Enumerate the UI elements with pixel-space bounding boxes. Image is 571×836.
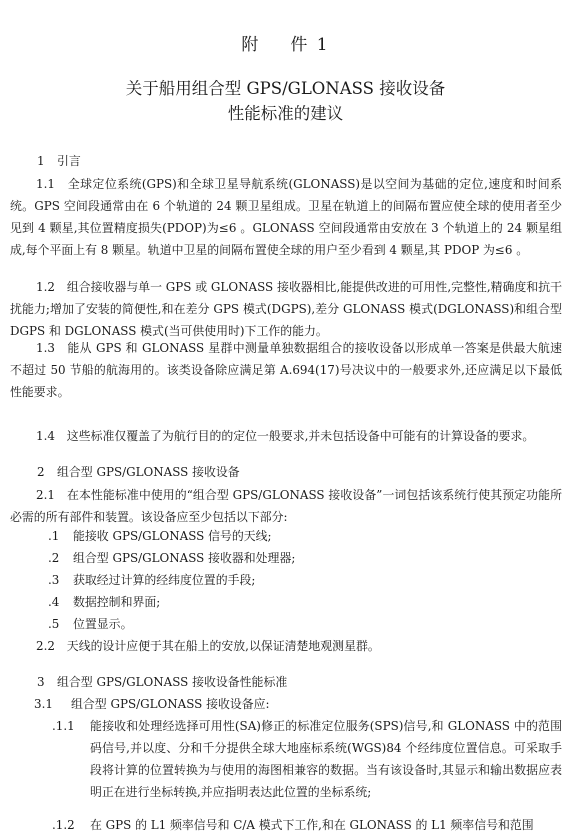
list-item — [48, 547, 295, 569]
section-1-heading — [37, 150, 81, 172]
section-3-heading — [37, 671, 287, 693]
list-item-text: 位置显示。 — [73, 617, 133, 631]
paragraph-2-1: 2.1 在本性能标准中使用的“组合型 GPS/GLONASS 接收设备”一词包括该系统行使其预定功能所必需的所有部件和装置。该设备应至少包括以下部分: — [10, 488, 562, 524]
list-item-number: .3 — [48, 573, 60, 587]
annex-heading — [0, 30, 571, 55]
list-item-text: 获取经过计算的经纬度位置的手段; — [73, 573, 256, 587]
list-item — [48, 569, 255, 591]
list-item-text: 能接收 GPS/GLONASS 信号的天线; — [73, 529, 272, 543]
document-title-line-2: 性能标准的建议 — [227, 104, 344, 123]
list-item-number: .1.1 — [52, 719, 75, 733]
list-item-text: 组合型 GPS/GLONASS 接收器和处理器; — [73, 551, 296, 565]
section-number: 3 — [37, 675, 45, 689]
section-number: 1 — [37, 154, 45, 168]
list-item-text: 数据控制和界面; — [73, 595, 161, 609]
annex-number: 件 1 — [290, 35, 330, 55]
section-title: 组合型 GPS/GLONASS 接收设备 — [57, 465, 240, 479]
list-item — [48, 525, 272, 547]
subsection-number: 3.1 — [34, 697, 53, 711]
list-item-text: 在 GPS 的 L1 频率信号和 C/A 模式下工作,和在 GLONASS 的 L1 频率信号和范围 — [90, 818, 534, 832]
subsection-text: 组合型 GPS/GLONASS 接收设备应: — [71, 697, 270, 711]
list-item-number: .1 — [48, 529, 60, 543]
list-item-text: 能接收和处理经选择可用性(SA)修正的标准定位服务(SPS)信号,和 GLONASS 中的范围码信号,并以度、分和千分提供全球大地座标系统(WGS)84 个经纬度位置信息。可采取手段将计算的位置转换为与使用的海图相兼容的数据。当有该设备时,其显示和输出数据应表明正在进行坐标转换,并应指明表达此位置的坐标系统; — [90, 719, 562, 799]
paragraph-1-2: 1.2 组合接收器与单一 GPS 或 GLONASS 接收器相比,能提供改进的可用性,完整性,精确度和抗干扰能力;增加了安装的简便性,和在差分 GPS 模式(DGPS),差分 GLONASS 模式(DGLONASS)和组合型 DGPS 和 DGLONASS 模式(当可供使用时)下工作的能力。 — [10, 280, 562, 338]
section-title: 引言 — [57, 154, 81, 168]
list-item — [48, 591, 160, 613]
list-item-number: .2 — [48, 551, 60, 565]
document-title-line-1: 关于船用组合型 GPS/GLONASS 接收设备 — [125, 79, 446, 98]
list-item — [52, 715, 562, 803]
section-title: 组合型 GPS/GLONASS 接收设备性能标准 — [57, 675, 288, 689]
list-item — [48, 613, 132, 635]
list-item-number: .5 — [48, 617, 60, 631]
section-2-heading — [37, 461, 240, 483]
annex-label: 附 — [241, 35, 261, 55]
section-number: 2 — [37, 465, 45, 479]
paragraph-1-4: 1.4 这些标准仅覆盖了为航行目的的定位一般要求,并未包括设备中可能有的计算设备的要求。 — [36, 429, 535, 443]
paragraph-1-3: 1.3 能从 GPS 和 GLONASS 星群中测量单独数据组合的接收设备以形成单一答案是供最大航速不超过 50 节船的航海用的。该类设备除应满足第 A.694(17)号决议中的一般要求外,还应满足以下最低性能要求。 — [10, 341, 562, 399]
subsection-3-1 — [34, 693, 270, 715]
paragraph-2-2: 2.2 天线的设计应便于其在船上的安放,以保证清楚地观测星群。 — [36, 639, 380, 653]
list-item — [52, 814, 562, 836]
paragraph-1-1: 1.1 全球定位系统(GPS)和全球卫星导航系统(GLONASS)是以空间为基础的定位,速度和时间系统。GPS 空间段通常由在 6 个轨道的 24 颗卫星组成。卫星在轨道上的间隔布置应使全球的使用者至少见到 4 颗星,其位置精度损失(PDOP)为≤6 。GLONASS 空间段通常由安放在 3 个轨道上的 24 颗星组成,每个平面上有 8 颗星。轨道中卫星的间隔布置使全球的用户至少看到 4 颗星,其 PDOP 为≤6 。 — [10, 177, 562, 257]
list-item-number: .4 — [48, 595, 60, 609]
list-item-number: .1.2 — [52, 818, 75, 832]
